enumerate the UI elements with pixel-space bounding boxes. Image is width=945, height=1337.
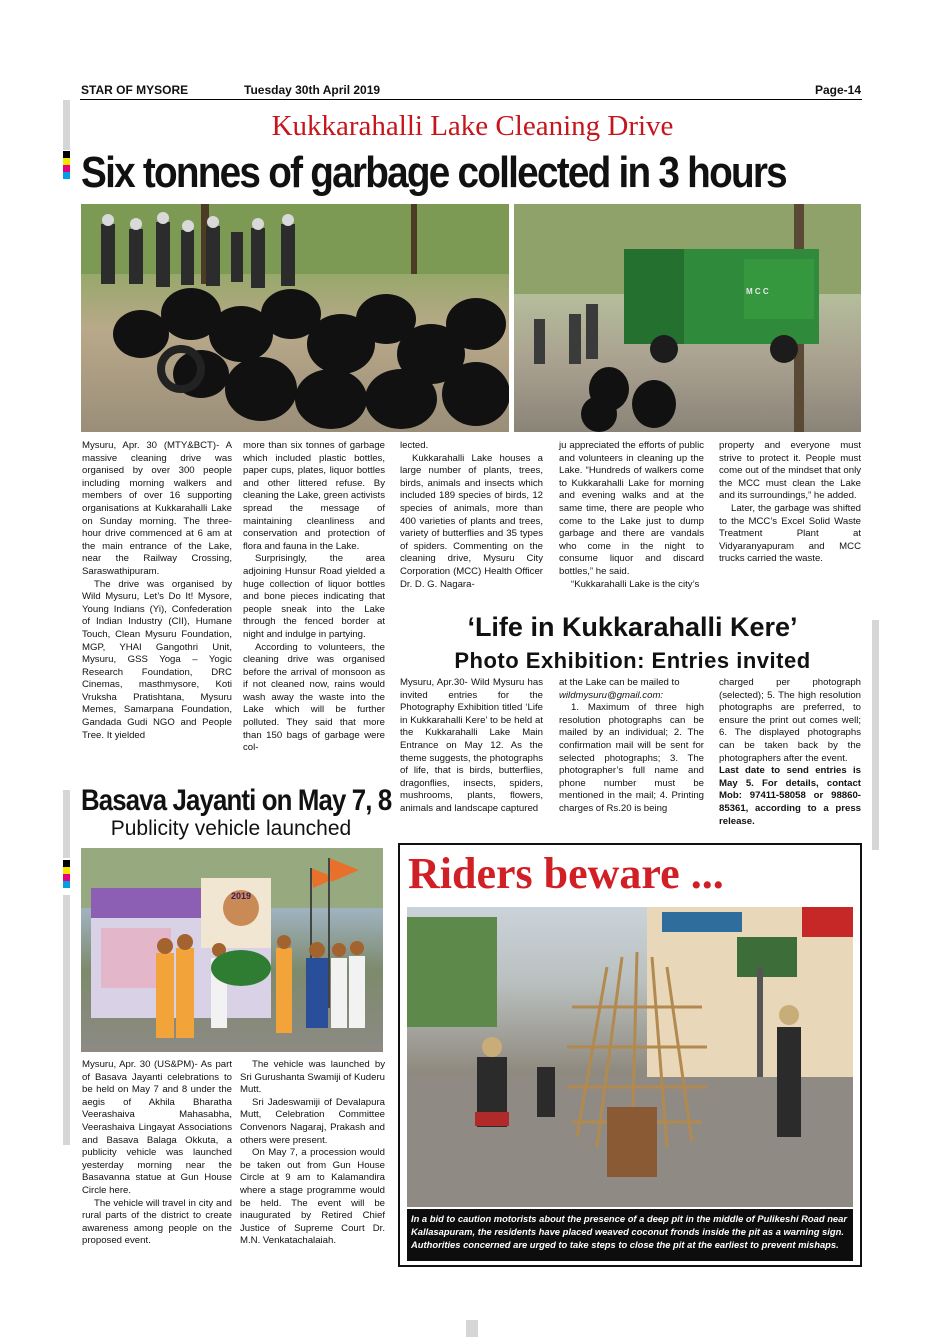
lake-kicker: Kukkarahalli Lake Cleaning Drive: [271, 110, 674, 142]
basava-paragraph: Mysuru, Apr. 30 (US&PM)- As part of Basava Jayanti celebrations to be held on May 7 and 8 under the aegis of Akhila Bharatha Veerashaiva Mahasabha, Veerashaiva Lingayat Associations and Basava Balaga Okkuta, a publicity vehicle was launched yesterday morning near the Basavanna statue at Gun House Circle here.: [82, 1059, 232, 1196]
basava-paragraph: On May 7, a procession would be taken out from Gun House Circle at 9 am to Kalamandira where a stage programme would be held. The event will be inaugurated by Retired Chief Justice of Supreme Court Dr. M.N. Venkatachalaiah.: [240, 1147, 385, 1247]
page-number: Page-14: [814, 83, 861, 97]
basava-paragraph: The vehicle will travel in city and rural parts of the district to create awareness among people on the proposed event.: [82, 1197, 232, 1247]
lake-paragraph: According to volunteers, the cleaning drive was organised before the arrival of monsoon as if not cleaned now, rains would wash away the waste into the Lake which will be further polluted. They said that more than 150 bags of garbage were col-: [243, 641, 385, 754]
lake-paragraph: “Kukkarahalli Lake is the city’s: [571, 578, 700, 590]
riders-headline: Riders beware ...: [408, 849, 724, 898]
basava-paragraph: Sri Jadeswamiji of Devalapura Mutt, Celebration Committee Convenors Nagaraj, Prakash and others were present.: [240, 1096, 385, 1146]
lake-headline-box: [81, 150, 861, 196]
basava-headline: Basava Jayanti on May 7, 8: [81, 784, 392, 817]
basava-subhead: Publicity vehicle launched: [110, 817, 352, 840]
basava-column-1: [82, 1059, 232, 1248]
pit-warning-photo: [407, 907, 853, 1207]
riders-beware-box: [398, 843, 862, 1267]
lake-paragraph: ju appreciated the efforts of public and volunteers in cleaning up the Lake. “Hundreds of walkers come to Kukkarahalli Lake for morning and evening walks and at the same time, there are people who come to the Lake just to dump garbage and there are vandals who come in the night to consume liquor and discard bottles,” he said.: [559, 440, 704, 577]
lake-column-2: [243, 440, 385, 755]
garbage-truck-photo: [514, 204, 861, 432]
exhibition-paragraph: at the Lake can be mailed to: [559, 677, 680, 688]
lake-paragraph: Surprisingly, the area adjoining Hunsur Road yielded a huge collection of liquor bottles and bone pieces indicating that people sneak into the Lake through the fenced border at night and indulge in partying.: [243, 553, 385, 640]
lake-headline: Six tonnes of garbage collected in 3 hours: [81, 150, 786, 196]
exhibition-column-2: [559, 677, 704, 816]
garbage-bags-scene: [81, 204, 509, 432]
margin-bar: [63, 895, 70, 1145]
lake-paragraph: more than six tonnes of garbage which included plastic bottles, paper cups, plates, liquor bottles and other littered refuse. By cleaning the Lake, green activists spread the message of maintaining cleanliness and conservation and protection of flora and fauna in the Lake.: [243, 440, 385, 552]
basava-column-2: [240, 1059, 385, 1248]
exhibition-rules: charged per photograph (selected); 5. The high resolution photographs are preferred, to ensure the print out comes well; 6. The displayed photographs can be taken back by the photographers after the event.: [719, 677, 861, 764]
lake-paragraph: property and everyone must strive to protect it. People must come out of the mindset that only the MCC must clean the Lake and its surroundings,” he added.: [719, 440, 861, 502]
exhibition-email: wildmysuru@gmail.com:: [559, 689, 664, 701]
lake-column-5: [719, 440, 861, 566]
lake-paragraph: Later, the garbage was shifted to the MCC’s Excel Solid Waste Treatment Plant at Vidyaranyapuram and MCC trucks carried the waste.: [719, 502, 861, 565]
exhibition-column-3: [719, 677, 861, 828]
lake-paragraph: lected.: [400, 440, 429, 451]
margin-bar: [466, 1320, 478, 1337]
exhibition-rules: 1. Maximum of three high resolution photographs can be mailed by an individual; 2. The confirmation mail will be sent for selected photographs; 3. The photographer’s full name and phone number must be mentioned in the mail; 4. Printing charges of Rs.20 is being: [559, 702, 704, 814]
garbage-bags-photo: [81, 204, 509, 432]
lake-paragraph: Kukkarahalli Lake houses a large number of plants, trees, birds, animals and insects which included 189 species of birds, 12 species of animals, more than 400 varieties of plants and trees, variety of butterflies and 35 types of spiders. Commenting on the cleaning drive, Mysuru City Corporation (MCC) Health Officer Dr. D. G. Nagara-: [400, 452, 543, 590]
issue-date: Tuesday 30th April 2019: [244, 83, 381, 97]
exhibition-column-1: [400, 677, 543, 816]
pit-warning-scene: [407, 907, 853, 1207]
publicity-vehicle-scene: [81, 848, 383, 1052]
riders-caption-box: [407, 1209, 853, 1261]
margin-bar: [63, 790, 70, 858]
exhibition-paragraph: Mysuru, Apr.30- Wild Mysuru has invited entries for the Photography Exhibition titled ‘Life in Kukkarahalli Kere’ to be held at the Kukkarahalli Lake Main Entrance on May 12. As the theme suggests, the photographs of life, that is birds, butterflies, dragonflies, insects, spiders, mushrooms, plants, flowers, animals and landscape captured: [400, 677, 543, 814]
lake-column-4: [559, 440, 704, 591]
lake-column-1: [82, 440, 232, 742]
vehicle-banner-text: 2019: [231, 891, 252, 901]
color-registration-mark: [63, 860, 70, 888]
lake-column-3: [400, 440, 543, 591]
publication-name: STAR OF MYSORE: [81, 83, 189, 97]
lake-paragraph: Mysuru, Apr. 30 (MTY&BCT)- A massive cleaning drive was organised by over 300 people including morning walkers and members of over 16 supporting organisations at Kukkarahalli Lake on Sunday morning. The three-hour drive commenced at 6 am at the main entrance of the Lake, near the Railway Crossing, Saraswathipuram.: [82, 440, 232, 577]
riders-caption: In a bid to caution motorists about the presence of a deep pit in the middle of Pulikeshi Road near Kallasapuram, the residents have placed weaved coconut fronds inside the pit as a warning sign. Authorities concerned are urged to take steps to close the pit at the earliest to prevent mishaps.: [411, 1213, 847, 1250]
publicity-vehicle-photo: [81, 848, 383, 1052]
margin-bar: [872, 620, 879, 850]
basava-paragraph: The vehicle was launched by Sri Gurushanta Swamiji of Kuderu Mutt.: [240, 1059, 385, 1096]
exhibition-subhead: Photo Exhibition: Entries invited: [454, 648, 811, 673]
header-rule: [80, 99, 862, 100]
exhibition-headline: ‘Life in Kukkarahalli Kere’: [467, 612, 798, 642]
truck-lettering: M C C: [746, 287, 769, 296]
lake-paragraph: The drive was organised by Wild Mysuru, Let’s Do It! Mysore, Young Indians (Yi), Confederation of Indian Industry (CII), Humane Touch, Clean Mysuru Foundation, MGP, YHAI Gangothri Unit, Mysuru, GSS Yoga – Yogic Research Foundation, DRC Cinemas, masthmysore, Koti Vruksha Pratishtana, Mysuru Memes, Samarpana Foundation, Gandada Gudi NGO and People Tree. It yielded: [82, 578, 232, 741]
basava-headline-box: [81, 784, 401, 818]
color-registration-mark: [63, 151, 70, 179]
exhibition-contact: Last date to send entries is May 5. For details, contact Mob: 97411-58058 or 98860-85361, according to a press release.: [719, 765, 861, 827]
garbage-truck-scene: [514, 204, 861, 432]
